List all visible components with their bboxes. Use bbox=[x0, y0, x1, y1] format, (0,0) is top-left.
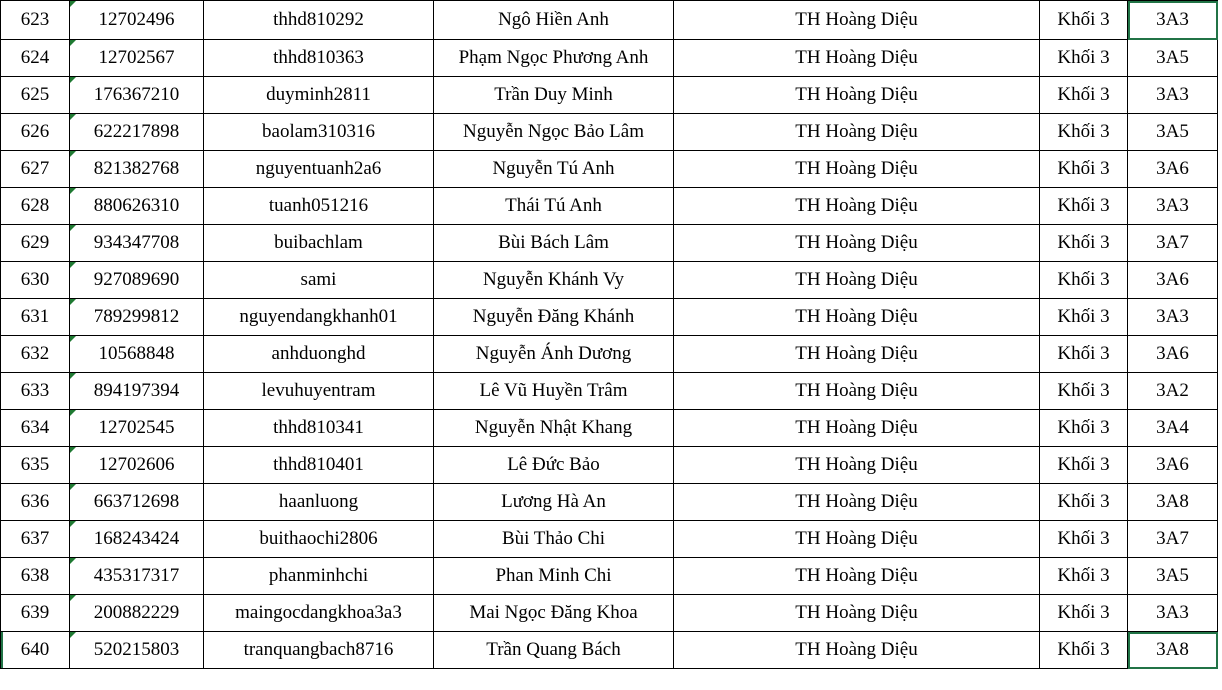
cell-grade[interactable]: Khối 3 bbox=[1040, 225, 1128, 262]
cell-name[interactable]: Nguyễn Nhật Khang bbox=[434, 410, 674, 447]
cell-stt[interactable]: 631 bbox=[1, 299, 70, 336]
table-row bbox=[1, 225, 1218, 262]
cell-school[interactable]: TH Hoàng Diệu bbox=[674, 262, 1040, 299]
cell-username[interactable]: buithaochi2806 bbox=[204, 521, 434, 558]
cell-name[interactable]: Nguyễn Khánh Vy bbox=[434, 262, 674, 299]
cell-id[interactable]: 520215803 bbox=[70, 632, 204, 669]
cell-grade[interactable]: Khối 3 bbox=[1040, 336, 1128, 373]
cell-name[interactable]: Phạm Ngọc Phương Anh bbox=[434, 40, 674, 77]
cell-school[interactable]: TH Hoàng Diệu bbox=[674, 40, 1040, 77]
cell-username[interactable]: haanluong bbox=[204, 484, 434, 521]
table-row bbox=[1, 77, 1218, 114]
cell-id[interactable]: 927089690 bbox=[70, 262, 204, 299]
cell-grade[interactable]: Khối 3 bbox=[1040, 77, 1128, 114]
cell-name[interactable]: Thái Tú Anh bbox=[434, 188, 674, 225]
cell-grade[interactable]: Khối 3 bbox=[1040, 299, 1128, 336]
cell-stt[interactable]: 628 bbox=[1, 188, 70, 225]
cell-name[interactable]: Ngô Hiền Anh bbox=[434, 1, 674, 40]
cell-stt[interactable]: 640 bbox=[1, 632, 70, 669]
cell-class[interactable]: 3A8 bbox=[1128, 632, 1218, 669]
cell-name[interactable]: Nguyễn Ánh Dương bbox=[434, 336, 674, 373]
cell-username[interactable]: buibachlam bbox=[204, 225, 434, 262]
cell-class[interactable]: 3A6 bbox=[1128, 447, 1218, 484]
cell-id[interactable]: 622217898 bbox=[70, 114, 204, 151]
cell-stt[interactable]: 636 bbox=[1, 484, 70, 521]
cell-stt[interactable]: 629 bbox=[1, 225, 70, 262]
cell-id[interactable]: 168243424 bbox=[70, 521, 204, 558]
cell-username[interactable]: maingocdangkhoa3a3 bbox=[204, 595, 434, 632]
table-row bbox=[1, 558, 1218, 595]
cell-id[interactable]: 12702545 bbox=[70, 410, 204, 447]
cell-stt[interactable]: 623 bbox=[1, 1, 70, 40]
cell-school[interactable]: TH Hoàng Diệu bbox=[674, 595, 1040, 632]
cell-school[interactable]: TH Hoàng Diệu bbox=[674, 373, 1040, 410]
cell-name[interactable]: Lê Vũ Huyền Trâm bbox=[434, 373, 674, 410]
table-row bbox=[1, 114, 1218, 151]
cell-class[interactable]: 3A8 bbox=[1128, 484, 1218, 521]
cell-stt[interactable]: 627 bbox=[1, 151, 70, 188]
cell-class[interactable]: 3A5 bbox=[1128, 114, 1218, 151]
cell-id[interactable]: 12702567 bbox=[70, 40, 204, 77]
cell-id[interactable]: 789299812 bbox=[70, 299, 204, 336]
cell-grade[interactable]: Khối 3 bbox=[1040, 447, 1128, 484]
cell-username[interactable]: nguyentuanh2a6 bbox=[204, 151, 434, 188]
cell-grade[interactable]: Khối 3 bbox=[1040, 1, 1128, 40]
cell-class[interactable]: 3A5 bbox=[1128, 558, 1218, 595]
cell-school[interactable]: TH Hoàng Diệu bbox=[674, 299, 1040, 336]
cell-id[interactable]: 176367210 bbox=[70, 77, 204, 114]
cell-id[interactable]: 880626310 bbox=[70, 188, 204, 225]
cell-name[interactable]: Trần Duy Minh bbox=[434, 77, 674, 114]
cell-username[interactable]: tuanh051216 bbox=[204, 188, 434, 225]
cell-id[interactable]: 435317317 bbox=[70, 558, 204, 595]
table-row bbox=[1, 595, 1218, 632]
cell-name[interactable]: Nguyễn Tú Anh bbox=[434, 151, 674, 188]
cell-school[interactable]: TH Hoàng Diệu bbox=[674, 188, 1040, 225]
cell-school[interactable]: TH Hoàng Diệu bbox=[674, 77, 1040, 114]
table-row bbox=[1, 151, 1218, 188]
cell-class[interactable]: 3A3 bbox=[1128, 1, 1218, 40]
cell-name[interactable]: Bùi Bách Lâm bbox=[434, 225, 674, 262]
table-row bbox=[1, 262, 1218, 299]
table-row bbox=[1, 410, 1218, 447]
cell-school[interactable]: TH Hoàng Diệu bbox=[674, 447, 1040, 484]
cell-school[interactable]: TH Hoàng Diệu bbox=[674, 1, 1040, 40]
cell-grade[interactable]: Khối 3 bbox=[1040, 373, 1128, 410]
cell-id[interactable]: 934347708 bbox=[70, 225, 204, 262]
table-row bbox=[1, 632, 1218, 669]
table-row bbox=[1, 373, 1218, 410]
cell-username[interactable]: baolam310316 bbox=[204, 114, 434, 151]
cell-class[interactable]: 3A2 bbox=[1128, 373, 1218, 410]
cell-username[interactable]: sami bbox=[204, 262, 434, 299]
cell-username[interactable]: levuhuyentram bbox=[204, 373, 434, 410]
cell-name[interactable]: Lê Đức Bảo bbox=[434, 447, 674, 484]
cell-id[interactable]: 894197394 bbox=[70, 373, 204, 410]
cell-id[interactable]: 12702606 bbox=[70, 447, 204, 484]
cell-class[interactable]: 3A6 bbox=[1128, 151, 1218, 188]
cell-grade[interactable]: Khối 3 bbox=[1040, 410, 1128, 447]
cell-name[interactable]: Mai Ngọc Đăng Khoa bbox=[434, 595, 674, 632]
cell-school[interactable]: TH Hoàng Diệu bbox=[674, 336, 1040, 373]
cell-class[interactable]: 3A3 bbox=[1128, 188, 1218, 225]
cell-class[interactable]: 3A7 bbox=[1128, 225, 1218, 262]
cell-stt[interactable]: 633 bbox=[1, 373, 70, 410]
cell-grade[interactable]: Khối 3 bbox=[1040, 262, 1128, 299]
cell-id[interactable]: 821382768 bbox=[70, 151, 204, 188]
cell-username[interactable]: thhd810341 bbox=[204, 410, 434, 447]
table-row bbox=[1, 336, 1218, 373]
cell-grade[interactable]: Khối 3 bbox=[1040, 558, 1128, 595]
cell-school[interactable]: TH Hoàng Diệu bbox=[674, 410, 1040, 447]
cell-username[interactable]: duyminh2811 bbox=[204, 77, 434, 114]
cell-stt[interactable]: 638 bbox=[1, 558, 70, 595]
table-row bbox=[1, 484, 1218, 521]
table-row bbox=[1, 299, 1218, 336]
cell-grade[interactable]: Khối 3 bbox=[1040, 632, 1128, 669]
cell-stt[interactable]: 626 bbox=[1, 114, 70, 151]
cell-school[interactable]: TH Hoàng Diệu bbox=[674, 151, 1040, 188]
cell-class[interactable]: 3A3 bbox=[1128, 77, 1218, 114]
cell-school[interactable]: TH Hoàng Diệu bbox=[674, 632, 1040, 669]
cell-username[interactable]: thhd810292 bbox=[204, 1, 434, 40]
cell-username[interactable]: thhd810401 bbox=[204, 447, 434, 484]
cell-stt[interactable]: 632 bbox=[1, 336, 70, 373]
cell-stt[interactable]: 624 bbox=[1, 40, 70, 77]
cell-grade[interactable]: Khối 3 bbox=[1040, 595, 1128, 632]
table-row bbox=[1, 447, 1218, 484]
cell-name[interactable]: Phan Minh Chi bbox=[434, 558, 674, 595]
cell-id[interactable]: 10568848 bbox=[70, 336, 204, 373]
cell-stt[interactable]: 634 bbox=[1, 410, 70, 447]
cell-grade[interactable]: Khối 3 bbox=[1040, 151, 1128, 188]
cell-name[interactable]: Bùi Thảo Chi bbox=[434, 521, 674, 558]
cell-stt[interactable]: 630 bbox=[1, 262, 70, 299]
cell-username[interactable]: phanminhchi bbox=[204, 558, 434, 595]
cell-stt[interactable]: 635 bbox=[1, 447, 70, 484]
table-row bbox=[1, 40, 1218, 77]
cell-stt[interactable]: 639 bbox=[1, 595, 70, 632]
cell-grade[interactable]: Khối 3 bbox=[1040, 521, 1128, 558]
cell-username[interactable]: tranquangbach8716 bbox=[204, 632, 434, 669]
cell-class[interactable]: 3A6 bbox=[1128, 262, 1218, 299]
cell-id[interactable]: 12702496 bbox=[70, 1, 204, 40]
table-row bbox=[1, 1, 1218, 40]
cell-id[interactable]: 200882229 bbox=[70, 595, 204, 632]
cell-class[interactable]: 3A6 bbox=[1128, 336, 1218, 373]
cell-school[interactable]: TH Hoàng Diệu bbox=[674, 558, 1040, 595]
cell-class[interactable]: 3A4 bbox=[1128, 410, 1218, 447]
cell-grade[interactable]: Khối 3 bbox=[1040, 114, 1128, 151]
cell-username[interactable]: anhduonghd bbox=[204, 336, 434, 373]
cell-name[interactable]: Nguyễn Ngọc Bảo Lâm bbox=[434, 114, 674, 151]
cell-id[interactable]: 663712698 bbox=[70, 484, 204, 521]
cell-username[interactable]: thhd810363 bbox=[204, 40, 434, 77]
table-row bbox=[1, 521, 1218, 558]
cell-stt[interactable]: 625 bbox=[1, 77, 70, 114]
cell-school[interactable]: TH Hoàng Diệu bbox=[674, 225, 1040, 262]
cell-class[interactable]: 3A3 bbox=[1128, 299, 1218, 336]
cell-class[interactable]: 3A5 bbox=[1128, 40, 1218, 77]
cell-school[interactable]: TH Hoàng Diệu bbox=[674, 484, 1040, 521]
cell-grade[interactable]: Khối 3 bbox=[1040, 40, 1128, 77]
cell-school[interactable]: TH Hoàng Diệu bbox=[674, 521, 1040, 558]
cell-name[interactable]: Nguyễn Đăng Khánh bbox=[434, 299, 674, 336]
cell-class[interactable]: 3A3 bbox=[1128, 595, 1218, 632]
table-row bbox=[1, 188, 1218, 225]
cell-stt[interactable]: 637 bbox=[1, 521, 70, 558]
cell-class[interactable]: 3A7 bbox=[1128, 521, 1218, 558]
cell-school[interactable]: TH Hoàng Diệu bbox=[674, 114, 1040, 151]
cell-grade[interactable]: Khối 3 bbox=[1040, 484, 1128, 521]
cell-grade[interactable]: Khối 3 bbox=[1040, 188, 1128, 225]
cell-name[interactable]: Lương Hà An bbox=[434, 484, 674, 521]
cell-username[interactable]: nguyendangkhanh01 bbox=[204, 299, 434, 336]
cell-name[interactable]: Trần Quang Bách bbox=[434, 632, 674, 669]
